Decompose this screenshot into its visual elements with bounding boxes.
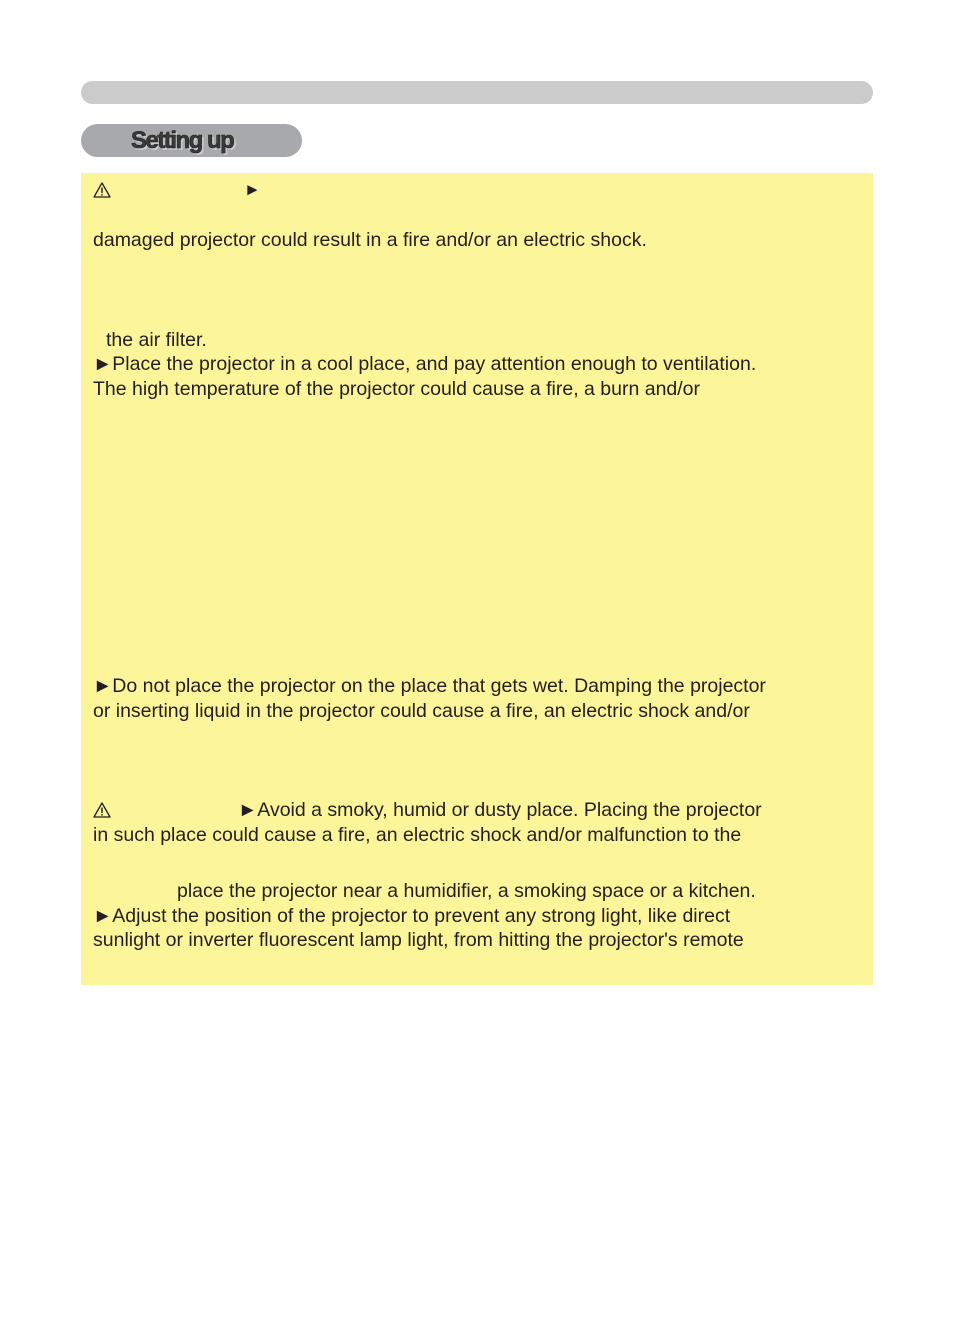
top-header-bar — [81, 81, 873, 104]
warning-triangle-icon — [93, 182, 111, 198]
notice-line: damaged projector could result in a fire and/or an electric shock. — [93, 229, 647, 251]
notice-line: the air filter. — [106, 329, 207, 351]
notice-line: sunlight or inverter fluorescent lamp light, from hitting the projector's remote — [93, 929, 744, 951]
notice-line: The high temperature of the projector could cause a fire, a burn and/or — [93, 378, 701, 400]
notice-line: ►Do not place the projector on the place that gets wet. Damping the projector — [93, 675, 766, 697]
notice-line: or inserting liquid in the projector could cause a fire, an electric shock and/or — [93, 700, 750, 722]
notice-line: ►Adjust the position of the projector to prevent any strong light, like direct — [93, 905, 731, 927]
section-title: Setting up — [131, 127, 234, 154]
notice-line: ►Avoid a smoky, humid or dusty place. Placing the projector — [238, 799, 762, 821]
notice-line: in such place could cause a fire, an electric shock and/or malfunction to the — [93, 824, 742, 846]
warning-triangle-icon — [93, 802, 111, 818]
right-pointer-icon: ► — [244, 180, 261, 199]
notice-line: ►Place the projector in a cool place, and pay attention enough to ventilation. — [93, 353, 757, 375]
safety-notice-box — [81, 173, 873, 985]
section-tab — [81, 124, 302, 157]
notice-line: place the projector near a humidifier, a smoking space or a kitchen. — [177, 880, 756, 902]
